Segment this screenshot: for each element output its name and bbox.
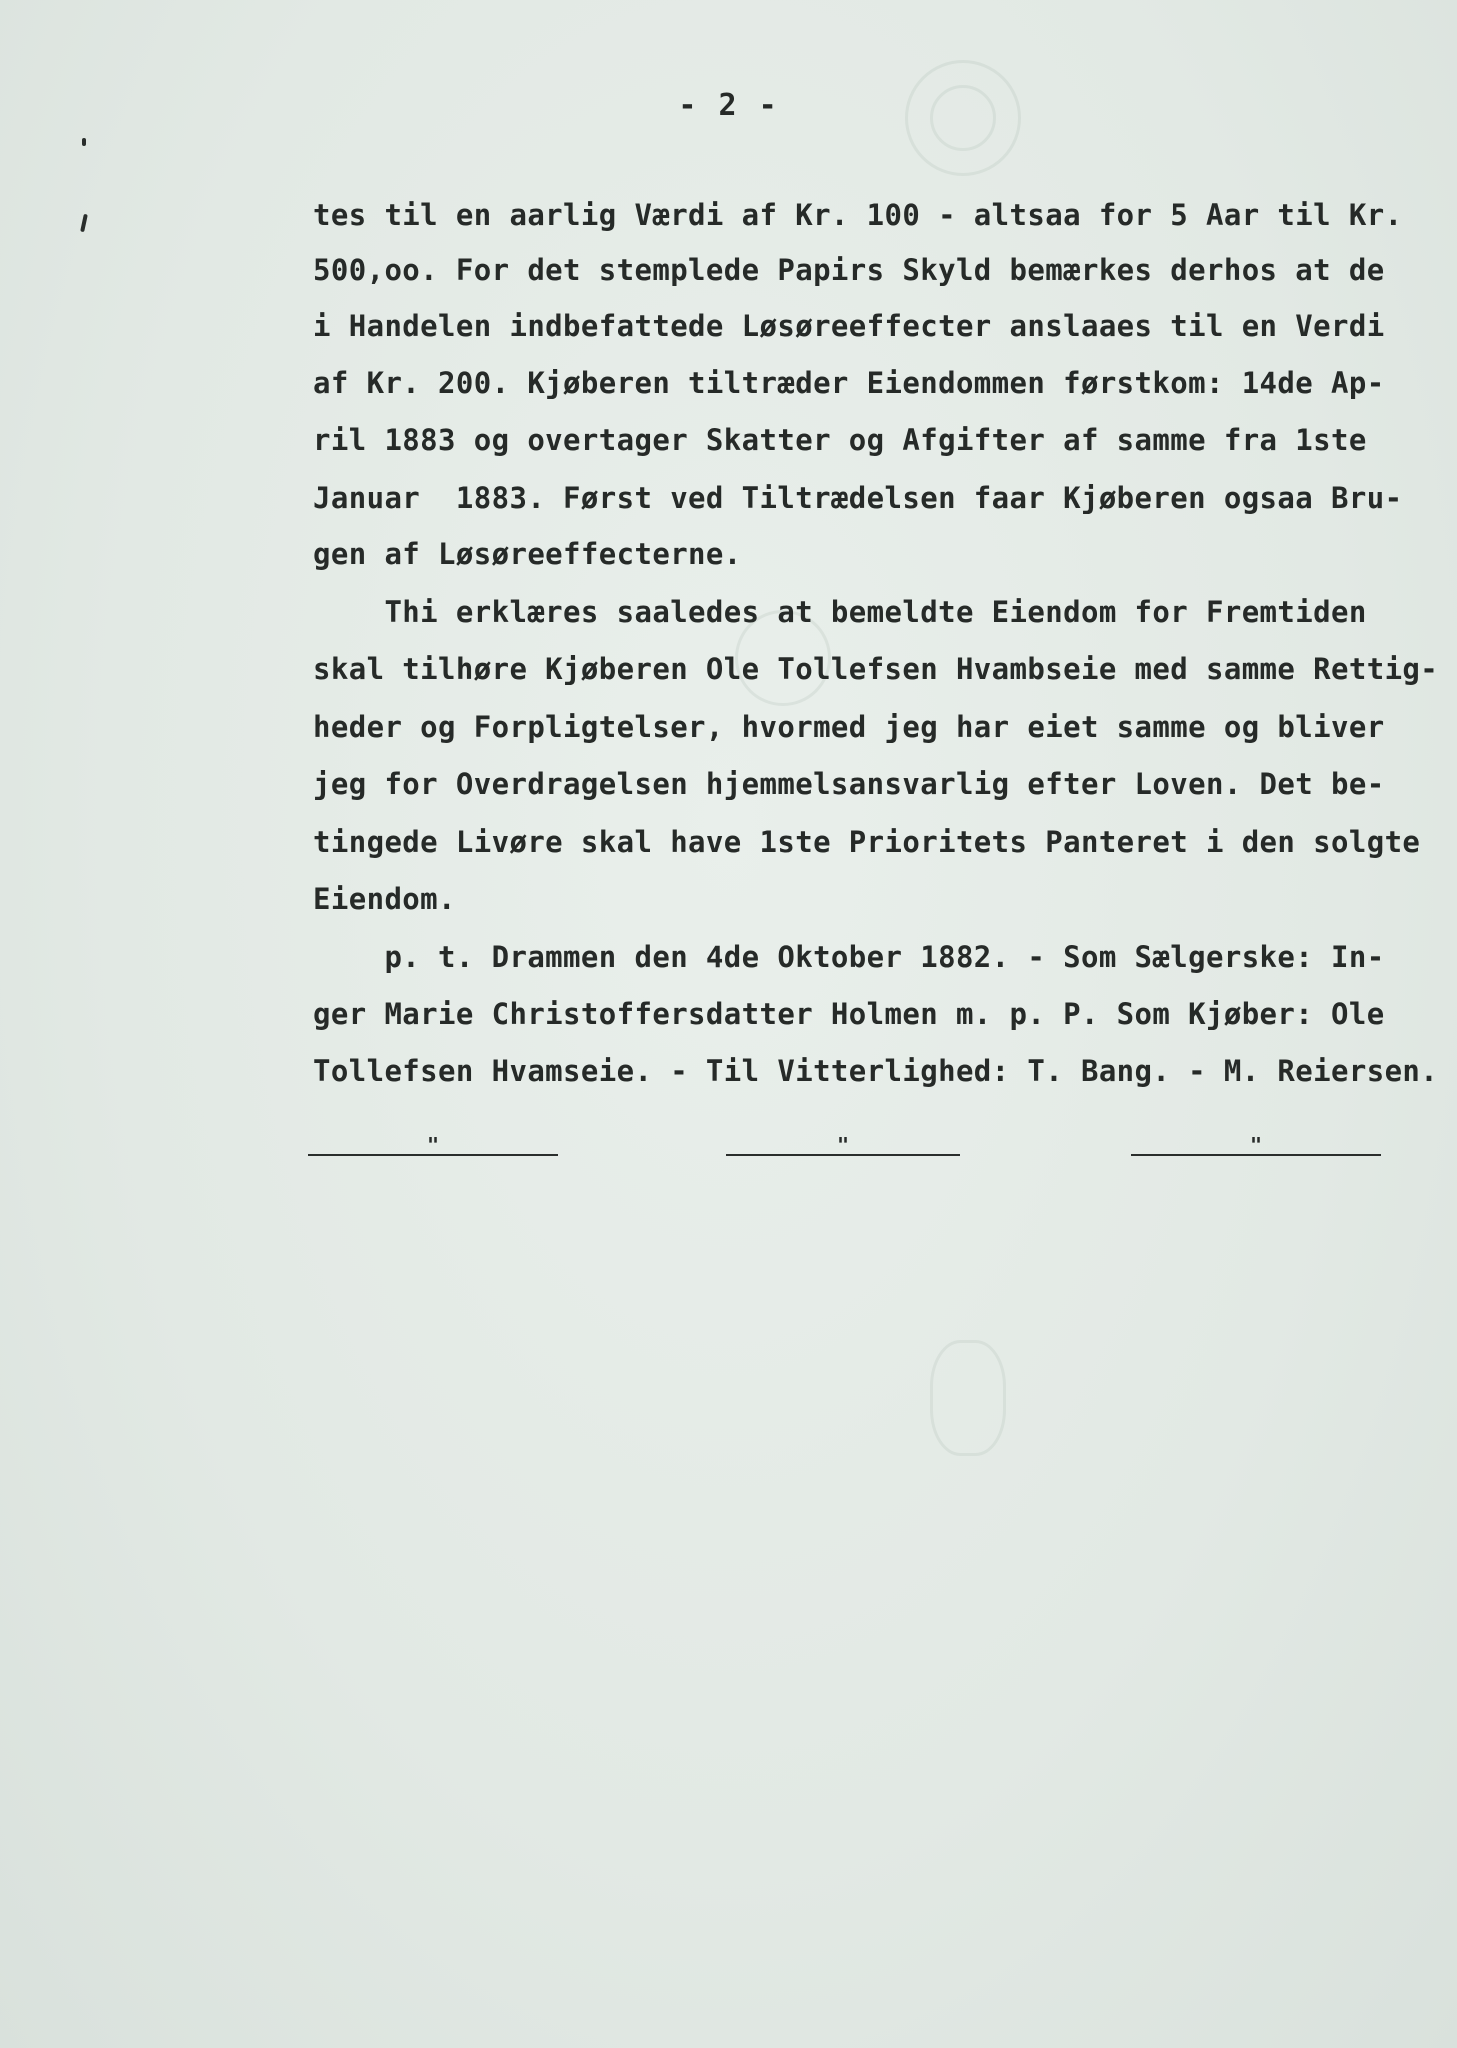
faded-stamp — [930, 1340, 1006, 1456]
text-line: Januar 1883. Først ved Tiltrædelsen faar Kjøberen ogsaa Bru- — [313, 481, 1403, 515]
text-line: p. t. Drammen den 4de Oktober 1882. - Som Sælgerske: In- — [313, 940, 1385, 974]
signature-line: " — [726, 1140, 960, 1156]
margin-mark — [82, 138, 86, 146]
text-line: Tollefsen Hvamseie. - Til Vitterlighed: T. Bang. - M. Reiersen. — [313, 1054, 1439, 1088]
text-line: Eiendom. — [313, 882, 456, 916]
signature-row — [0, 1120, 1457, 1160]
text-line: skal tilhøre Kjøberen Ole Tollefsen Hvambseie med samme Rettig- — [313, 652, 1439, 686]
signature-line: " — [1131, 1140, 1381, 1156]
text-line: i Handelen indbefattede Løsøreeffecter anslaaes til en Verdi — [313, 309, 1385, 343]
text-line: 500,oo. For det stemplede Papirs Skyld bemærkes derhos at de — [313, 253, 1385, 287]
text-line: Thi erklæres saaledes at bemeldte Eiendom for Fremtiden — [313, 595, 1367, 629]
text-line: jeg for Overdragelsen hjemmelsansvarlig efter Loven. Det be- — [313, 767, 1385, 801]
text-line: ger Marie Christoffersdatter Holmen m. p. P. Som Kjøber: Ole — [313, 997, 1385, 1031]
text-line: heder og Forpligtelser, hvormed jeg har eiet samme og bliver — [313, 710, 1385, 744]
signature-line: " — [308, 1140, 558, 1156]
text-line: tingede Livøre skal have 1ste Prioritets Panteret i den solgte — [313, 825, 1421, 859]
page-number: - 2 - — [678, 88, 779, 123]
text-line: ril 1883 og overtager Skatter og Afgifter af samme fra 1ste — [313, 423, 1367, 457]
margin-mark — [80, 214, 88, 232]
text-line: af Kr. 200. Kjøberen tiltræder Eiendommen førstkom: 14de Ap- — [313, 366, 1385, 400]
text-line: gen af Løsøreeffecterne. — [313, 537, 742, 571]
text-line: tes til en aarlig Værdi af Kr. 100 - altsaa for 5 Aar til Kr. — [313, 198, 1403, 232]
